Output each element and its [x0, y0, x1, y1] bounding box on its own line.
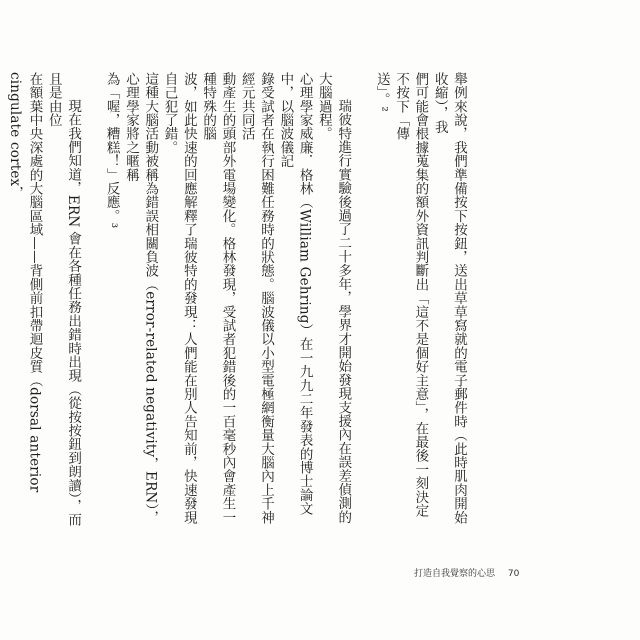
- text-line-5: 心理學家威廉．格林（William Gehring）在一九九二年發表的博士論文中，以腦波儀記: [277, 72, 313, 516]
- text-line-2: 們可能會根據蒐集的額外資訊判斷出「這不是個好主意」，在最後一刻決定不按下「傳: [393, 72, 429, 518]
- text-line-7: 動產生的頭部外電場變化。格林發現，受試者犯錯後的一百毫秒內會產生一種特殊的腦: [200, 72, 236, 525]
- text-line-11: 現在我們知道，ERN 會在各種任務出錯時出現（從按按鈕到朗讀），而且是由位: [45, 72, 82, 527]
- text-line-10: 為「喔，糟糕！」反應。³: [103, 72, 120, 229]
- text-line-9: 這種大腦活動被稱為錯誤相關負波（error-related negativity，ERN），心理學家將之暱稱: [122, 72, 159, 525]
- text-line-8: 波，如此快速的回應解釋了瑞彼特的發現：人們能在別人告知前，快速發現自己犯了錯。: [161, 72, 197, 525]
- page-number: 70: [507, 569, 520, 579]
- text-line-3: 送」。²: [373, 72, 390, 112]
- text-line-1: 舉例來說，我們準備按下按鈕，送出草草寫就的電子郵件時（此時肌肉開始收縮），我: [431, 72, 467, 525]
- text-line-6: 錄受試者在執行困難任務時的狀態。腦波儀以小型電極網衡量大腦內上千神經元共同活: [238, 72, 275, 525]
- running-title: 打造自我覺察的心思: [414, 569, 496, 579]
- vertical-text-block: [5, 72, 468, 527]
- paragraph-gap: [352, 72, 371, 527]
- text-line-4: 瑞彼特進行實驗後過了二十多年，學界才開始發現支援內在誤差偵測的大腦過程。: [315, 72, 352, 524]
- text-line-12: 在額葉中央深處的大腦區域——背側前扣帶迴皮質（dorsal anterior cingulate cortex，: [7, 72, 43, 493]
- paragraph-gap: [82, 72, 101, 527]
- page-footer: [414, 566, 519, 579]
